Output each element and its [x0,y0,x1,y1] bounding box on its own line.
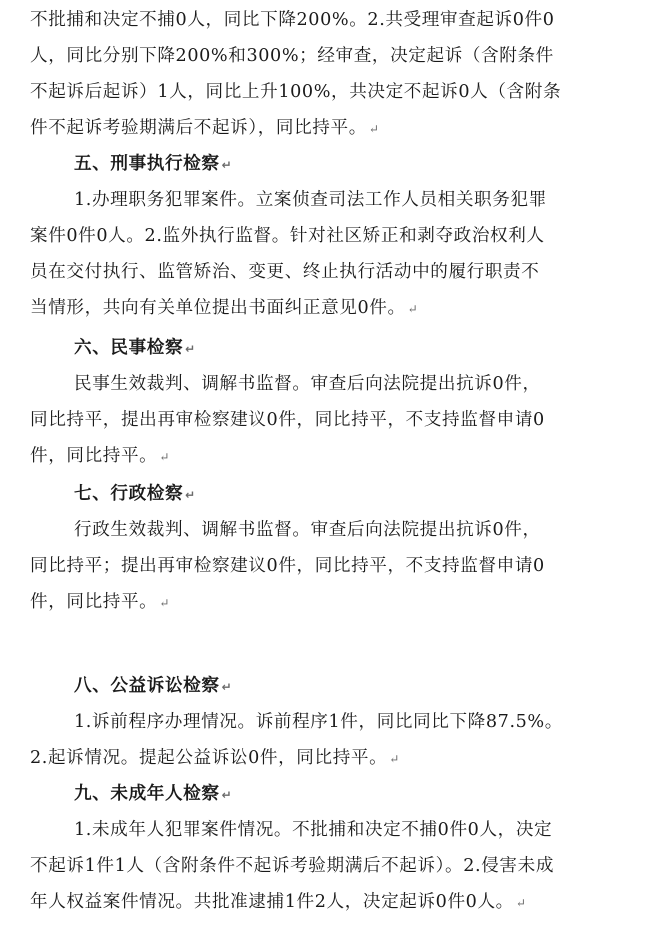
paragraph-mark-icon: ↵ [185,342,196,356]
text-line: 案件0件0人。2.监外执行监督。针对社区矫正和剥夺政治权利人 [30,226,545,246]
paragraph-mark-icon: ↵ [159,450,171,464]
text-line: 件，同比持平。 ↵ [30,592,171,612]
paragraph-mark-icon: ↵ [185,488,196,502]
text-line: 员在交付执行、监管矫治、变更、终止执行活动中的履行职责不 [30,262,540,282]
paragraph-mark-icon: ↵ [221,680,233,694]
text-line: 同比持平；提出再审检察建议0件，同比持平，不支持监督申请0 [30,556,545,576]
text-line: 当情形，共向有关单位提出书面纠正意见0件。 ↵ [30,298,419,318]
section-heading: 九、未成年人检察 ↵ [74,784,233,804]
text-line: 同比持平，提出再审检察建议0件，同比持平，不支持监督申请0 [30,410,545,430]
paragraph-mark-icon: ↵ [389,752,400,766]
text-line: 不起诉1件1人（含附条件不起诉考验期满后不起诉）。2.侵害未成 [30,856,555,876]
text-line: 民事生效裁判、调解书监督。审查后向法院提出抗诉0件， [74,374,541,394]
text-line: 2.起诉情况。提起公益诉讼0件，同比持平。 ↵ [30,748,400,768]
section-heading: 八、公益诉讼检察 ↵ [74,676,233,696]
text-line: 年人权益案件情况。共批准逮捕1件2人，决定起诉0件0人。 ↵ [30,892,527,912]
text-line: 不批捕和决定不捕0人，同比下降200%。2.共受理审查起诉0件0 [30,10,555,30]
text-line: 行政生效裁判、调解书监督。审查后向法院提出抗诉0件， [74,520,541,540]
text-line: 件，同比持平。 ↵ [30,446,171,466]
section-heading: 七、行政检察 ↵ [74,484,196,504]
text-line: 不起诉后起诉）1人，同比上升100%，共决定不起诉0人（含附条 [30,82,562,102]
paragraph-mark-icon: ↵ [515,896,527,910]
text-line: 人，同比分别下降200%和300%；经审查，决定起诉（含附条件 [30,46,554,66]
text-line: 1.未成年人犯罪案件情况。不批捕和决定不捕0件0人，决定 [74,820,553,840]
text-line: 1.诉前程序办理情况。诉前程序1件，同比同比下降87.5%。 [74,712,563,732]
section-heading: 六、民事检察 ↵ [74,338,196,358]
text-line: 1.办理职务犯罪案件。立案侦查司法工作人员相关职务犯罪 [74,190,547,210]
paragraph-mark-icon: ↵ [221,158,233,172]
section-heading: 五、刑事执行检察 ↵ [74,154,233,174]
paragraph-mark-icon: ↵ [407,302,419,316]
paragraph-mark-icon: ↵ [159,596,171,610]
paragraph-mark-icon: ↵ [221,788,233,802]
text-line: 件不起诉考验期满后不起诉），同比持平。 ↵ [30,118,380,138]
paragraph-mark-icon: ↵ [368,122,380,136]
